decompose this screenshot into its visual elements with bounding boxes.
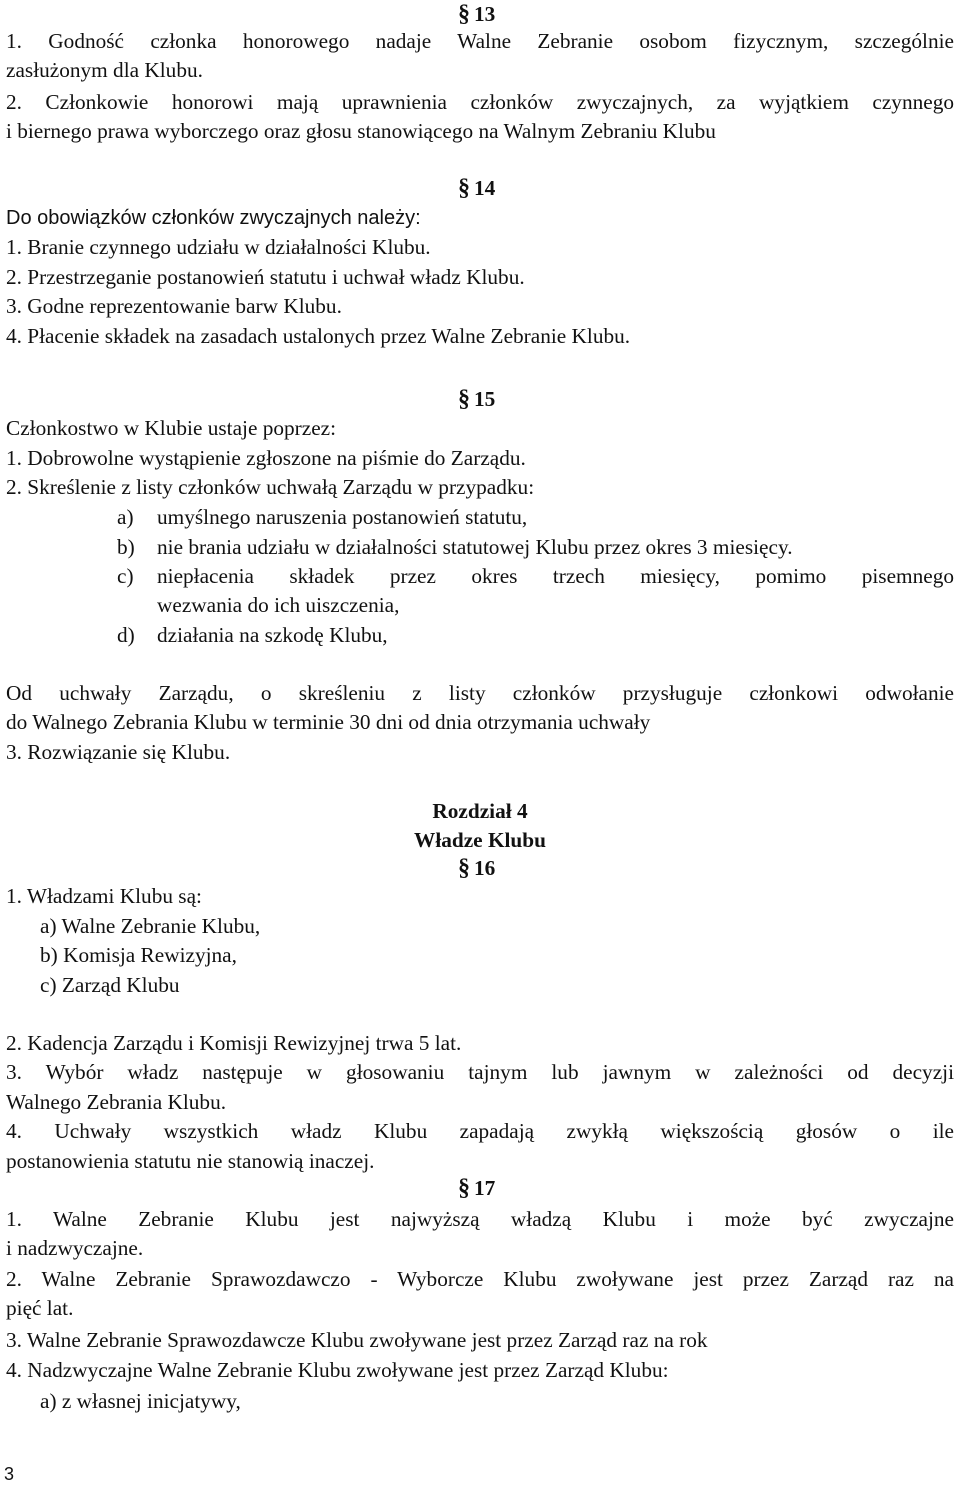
s15-sub-c-cont: wezwania do ich uiszczenia, — [157, 593, 400, 617]
section-symbol: § — [458, 386, 470, 412]
section-number: 15 — [474, 387, 496, 411]
s16-sub-a: a) Walne Zebranie Klubu, — [40, 914, 261, 938]
chapter-subtitle: Władze Klubu — [414, 828, 546, 852]
section-number: 17 — [474, 1176, 496, 1200]
s13-paragraph-2-line-2: i biernego prawa wyborczego oraz głosu stanowiącego na Walnym Zebraniu Klubu — [6, 119, 716, 143]
s16-item-4-line-2: postanowienia statutu nie stanowią inaczej. — [6, 1149, 375, 1173]
s15-appeal-line-2: do Walnego Zebrania Klubu w terminie 30 dni od dnia otrzymania uchwały — [6, 710, 651, 734]
section-13-heading — [458, 0, 495, 29]
page-number: 3 — [4, 1464, 15, 1484]
s15-appeal-line-1: Od uchwały Zarządu, o skreśleniu z listy członków przysługuje członkowi odwołanie — [6, 681, 954, 705]
section-14-heading — [458, 174, 495, 203]
s17-item-1-line-2: i nadzwyczajne. — [6, 1236, 144, 1260]
s14-item-1: 1. Branie czynnego udziału w działalności Klubu. — [6, 235, 431, 259]
section-symbol: § — [458, 175, 470, 201]
s17-item-1-line-1: 1. Walne Zebranie Klubu jest najwyższą władzą Klubu i może być zwyczajne — [6, 1207, 954, 1231]
sub-text: działania na szkodę Klubu, — [157, 623, 388, 647]
sub-label: c) — [117, 564, 134, 588]
section-16-heading — [458, 854, 495, 883]
section-number: 14 — [474, 176, 496, 200]
sub-text: niepłacenia składek przez okres trzech miesięcy, pomimo pisemnego — [157, 564, 954, 588]
section-number: 16 — [474, 856, 496, 880]
s16-item-3-line-1: 3. Wybór władz następuje w głosowaniu tajnym lub jawnym w zależności od decyzji — [6, 1060, 954, 1084]
sub-label: a) — [117, 505, 134, 529]
s17-item-3: 3. Walne Zebranie Sprawozdawcze Klubu zwoływane jest przez Zarząd raz na rok — [6, 1328, 708, 1352]
section-symbol: § — [458, 855, 470, 881]
section-17-heading — [458, 1174, 495, 1203]
s15-intro: Członkostwo w Klubie ustaje poprzez: — [6, 416, 337, 440]
s15-sub-c — [117, 562, 954, 591]
sub-label: d) — [117, 623, 135, 647]
s15-sub-d — [117, 621, 954, 650]
s16-item-4-line-1: 4. Uchwały wszystkich władz Klubu zapadają zwykłą większością głosów o ile — [6, 1119, 954, 1143]
section-symbol: § — [458, 1, 470, 27]
s15-item-1: 1. Dobrowolne wystąpienie zgłoszone na piśmie do Zarządu. — [6, 446, 526, 470]
s16-item-3-line-2: Walnego Zebrania Klubu. — [6, 1090, 227, 1114]
s16-item-1: 1. Władzami Klubu są: — [6, 884, 202, 908]
chapter-title: Rozdział 4 — [432, 799, 528, 823]
s14-item-4: 4. Płacenie składek na zasadach ustalonych przez Walne Zebranie Klubu. — [6, 324, 631, 348]
sub-text: nie brania udziału w działalności statutowej Klubu przez okres 3 miesięcy. — [157, 535, 793, 559]
s14-item-2: 2. Przestrzeganie postanowień statutu i uchwał władz Klubu. — [6, 265, 525, 289]
s13-paragraph-1-line-1: 1. Godność członka honorowego nadaje Walne Zebranie osobom fizycznym, szczególnie — [6, 29, 954, 53]
s17-item-4: 4. Nadzwyczajne Walne Zebranie Klubu zwoływane jest przez Zarząd Klubu: — [6, 1358, 669, 1382]
s15-sub-a — [117, 503, 954, 532]
s17-item-2-line-2: pięć lat. — [6, 1296, 74, 1320]
s13-paragraph-2-line-1: 2. Członkowie honorowi mają uprawnienia członków zwyczajnych, za wyjątkiem czynnego — [6, 90, 954, 114]
s13-paragraph-1-line-2: zasłużonym dla Klubu. — [6, 58, 203, 82]
sub-label: b) — [117, 535, 135, 559]
section-15-heading — [458, 385, 495, 414]
sub-text: umyślnego naruszenia postanowień statutu, — [157, 505, 528, 529]
s15-sub-b — [117, 533, 954, 562]
s15-item-2: 2. Skreślenie z listy członków uchwałą Zarządu w przypadku: — [6, 475, 535, 499]
s14-intro: Do obowiązków członków zwyczajnych należy: — [6, 207, 421, 229]
s16-item-2: 2. Kadencja Zarządu i Komisji Rewizyjnej trwa 5 lat. — [6, 1031, 462, 1055]
s16-sub-b: b) Komisja Rewizyjna, — [40, 943, 237, 967]
section-number: 13 — [474, 2, 496, 26]
s15-item-3: 3. Rozwiązanie się Klubu. — [6, 740, 231, 764]
section-symbol: § — [458, 1175, 470, 1201]
s16-sub-c: c) Zarząd Klubu — [40, 973, 180, 997]
s14-item-3: 3. Godne reprezentowanie barw Klubu. — [6, 294, 342, 318]
s17-sub-a: a) z własnej inicjatywy, — [40, 1389, 241, 1413]
s17-item-2-line-1: 2. Walne Zebranie Sprawozdawczo - Wyborcze Klubu zwoływane jest przez Zarząd raz na — [6, 1267, 954, 1291]
